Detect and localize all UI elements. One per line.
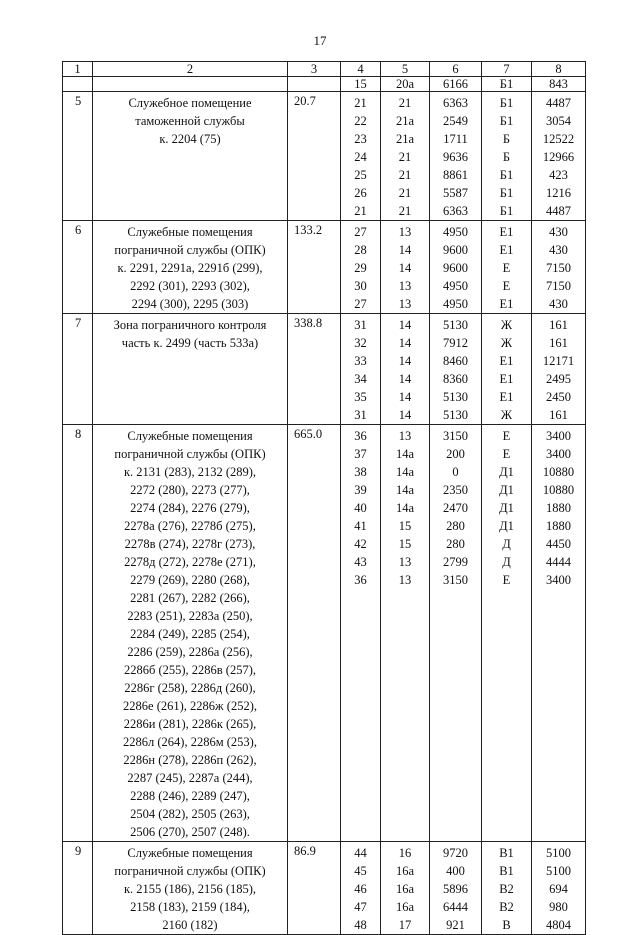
area-value: 86.9: [288, 842, 341, 935]
value-cell: Е: [502, 261, 511, 275]
value-cell: 9720: [443, 846, 468, 860]
value-cell: 0: [452, 465, 459, 479]
area-value: 133.2: [288, 221, 341, 314]
value-cell: Б1: [499, 168, 514, 182]
value-cell: 1880: [546, 519, 571, 533]
description-line: 2504 (282), 2505 (263),: [130, 807, 250, 821]
row-number: 5: [63, 92, 93, 221]
value-cell: 5130: [443, 408, 468, 422]
description-line: пограничной службы (ОПК): [114, 243, 266, 257]
value-cell: 46: [354, 882, 367, 896]
value-cell: 16а: [395, 900, 415, 914]
table-row: [63, 92, 586, 221]
value-column-5: [381, 314, 430, 425]
value-cell: 21: [354, 204, 367, 218]
col-header-8: 8: [532, 62, 586, 77]
value-cell: 4450: [546, 537, 571, 551]
value-cell: 8360: [443, 372, 468, 386]
col-header-1: 1: [63, 62, 93, 77]
description-line: 2274 (284), 2276 (279),: [130, 501, 250, 515]
description-line: пограничной службы (ОПК): [114, 864, 266, 878]
value-cell: 42: [354, 537, 367, 551]
row-number: 8: [63, 425, 93, 842]
value-cell: 26: [354, 186, 367, 200]
value-cell: 430: [549, 225, 568, 239]
value-cell: 400: [446, 864, 465, 878]
col-header-6: 6: [430, 62, 482, 77]
value-cell: Д1: [499, 519, 514, 533]
value-cell: 16: [398, 846, 412, 860]
data-table: [62, 61, 586, 935]
description-line: 2288 (246), 2289 (247),: [130, 789, 250, 803]
value-cell: 4950: [443, 279, 468, 293]
value-cell: 423: [549, 168, 568, 182]
value-column-4: [341, 425, 381, 842]
value-cell: Е1: [499, 297, 514, 311]
value-cell: 5896: [443, 882, 468, 896]
value-cell: 12522: [542, 132, 575, 146]
value-cell: 30: [354, 279, 367, 293]
value-column-4: [341, 314, 381, 425]
value-cell: 12171: [542, 354, 575, 368]
description-line: к. 2204 (75): [159, 132, 221, 146]
value-column-5: [381, 425, 430, 842]
value-cell: 21: [354, 96, 367, 110]
continuation-row: [63, 77, 586, 92]
value-cell: 980: [549, 900, 568, 914]
description-line: 2286и (281), 2286к (265),: [123, 717, 257, 731]
value-column-6: [430, 842, 482, 935]
value-column-6: [430, 425, 482, 842]
value-cell: 6444: [443, 900, 468, 914]
value-cell: 40: [354, 501, 367, 515]
value-cell: 22: [354, 114, 367, 128]
value-cell: В1: [499, 846, 514, 860]
room-description: [93, 314, 288, 425]
value-cell: Д: [502, 537, 511, 551]
value-cell: 7150: [546, 261, 571, 275]
value-cell: 10880: [542, 483, 575, 497]
value-cell: 14: [398, 261, 412, 275]
value-column-5: [381, 221, 430, 314]
value-cell: 161: [549, 336, 568, 350]
cell-c5: 20а: [381, 77, 430, 92]
room-description: [93, 842, 288, 935]
value-cell: Б1: [499, 114, 514, 128]
value-cell: 6363: [443, 96, 468, 110]
value-cell: В: [502, 918, 511, 932]
value-cell: Е: [502, 573, 511, 587]
value-cell: 44: [354, 846, 367, 860]
row-number: 9: [63, 842, 93, 935]
description-line: 2283 (251), 2283а (250),: [127, 609, 253, 623]
value-cell: Ж: [500, 408, 513, 422]
description-line: 2287 (245), 2287а (244),: [127, 771, 253, 785]
value-cell: 6363: [443, 204, 468, 218]
value-cell: Е1: [499, 225, 514, 239]
area-value: 665.0: [288, 425, 341, 842]
description-line: таможенной службы: [135, 114, 245, 128]
col-header-7: 7: [482, 62, 532, 77]
value-cell: 13: [398, 555, 412, 569]
value-cell: Ж: [500, 318, 513, 332]
value-cell: 43: [354, 555, 367, 569]
value-cell: 35: [354, 390, 367, 404]
value-cell: 4487: [546, 204, 571, 218]
area-value: 20.7: [288, 92, 341, 221]
col-header-2: 2: [93, 62, 288, 77]
value-cell: Е1: [499, 372, 514, 386]
value-cell: 3400: [546, 573, 571, 587]
value-cell: 38: [354, 465, 367, 479]
value-cell: 21а: [395, 132, 415, 146]
value-cell: 4950: [443, 225, 468, 239]
value-column-7: [482, 92, 532, 221]
value-cell: 2495: [546, 372, 571, 386]
value-cell: 14а: [395, 465, 415, 479]
value-cell: 17: [398, 918, 412, 932]
value-cell: 21: [398, 150, 412, 164]
value-cell: 9600: [443, 261, 468, 275]
value-cell: Д: [502, 555, 511, 569]
value-cell: Е1: [499, 354, 514, 368]
value-cell: 280: [446, 519, 465, 533]
value-cell: 13: [398, 279, 412, 293]
table-row: [63, 314, 586, 425]
value-column-8: [532, 221, 586, 314]
value-cell: 7150: [546, 279, 571, 293]
value-cell: 32: [354, 336, 367, 350]
value-cell: Б1: [499, 204, 514, 218]
value-cell: 14: [398, 408, 412, 422]
col-header-3: 3: [288, 62, 341, 77]
value-cell: 8861: [443, 168, 468, 182]
value-column-4: [341, 842, 381, 935]
value-cell: 3150: [443, 429, 468, 443]
value-column-8: [532, 425, 586, 842]
value-cell: 14: [398, 354, 412, 368]
value-cell: 3150: [443, 573, 468, 587]
value-column-7: [482, 314, 532, 425]
value-cell: 31: [354, 408, 367, 422]
value-cell: 430: [549, 243, 568, 257]
table-row: [63, 221, 586, 314]
value-cell: 1880: [546, 501, 571, 515]
value-cell: 28: [354, 243, 367, 257]
value-cell: 37: [354, 447, 367, 461]
value-cell: Б: [502, 132, 511, 146]
value-cell: 1216: [546, 186, 571, 200]
value-cell: 13: [398, 225, 412, 239]
description-line: 2160 (182): [162, 918, 218, 932]
description-line: Служебные помещения: [127, 225, 253, 239]
description-line: 2286г (258), 2286д (260),: [124, 681, 256, 695]
value-cell: 2549: [443, 114, 468, 128]
room-description: [93, 221, 288, 314]
value-column-7: [482, 425, 532, 842]
value-cell: 5587: [443, 186, 468, 200]
description-line: 2279 (269), 2280 (268),: [130, 573, 250, 587]
value-cell: Б1: [499, 186, 514, 200]
value-cell: 8460: [443, 354, 468, 368]
value-cell: 13: [398, 573, 412, 587]
value-cell: 21: [398, 96, 412, 110]
value-cell: 41: [354, 519, 367, 533]
description-line: 2286б (255), 2286в (257),: [123, 663, 257, 677]
description-line: Служебные помещения: [127, 846, 253, 860]
value-cell: 10880: [542, 465, 575, 479]
value-cell: 13: [398, 429, 412, 443]
value-cell: 15: [398, 537, 412, 551]
value-column-6: [430, 314, 482, 425]
value-column-6: [430, 92, 482, 221]
page-number: 17: [313, 33, 327, 48]
value-column-7: [482, 221, 532, 314]
value-cell: Е1: [499, 243, 514, 257]
description-line: Зона пограничного контроля: [113, 318, 267, 332]
value-cell: 3400: [546, 447, 571, 461]
description-line: 2158 (183), 2159 (184),: [130, 900, 250, 914]
value-cell: 5130: [443, 318, 468, 332]
table-row: [63, 842, 586, 935]
description-line: Служебное помещение: [128, 96, 252, 110]
value-cell: Д1: [499, 501, 514, 515]
value-column-6: [430, 221, 482, 314]
value-cell: 14: [398, 318, 412, 332]
value-column-8: [532, 314, 586, 425]
value-cell: 5100: [546, 864, 571, 878]
description-line: 2278а (276), 2278б (275),: [124, 519, 256, 533]
value-cell: В2: [499, 900, 514, 914]
value-cell: 3400: [546, 429, 571, 443]
cell-c7: Б1: [482, 77, 532, 92]
value-cell: 45: [354, 864, 367, 878]
description-line: к. 2155 (186), 2156 (185),: [123, 882, 257, 896]
description-line: 2294 (300), 2295 (303): [131, 297, 249, 311]
cell-c4: 15: [341, 77, 381, 92]
value-cell: 47: [354, 900, 367, 914]
value-cell: Б1: [499, 96, 514, 110]
value-cell: 12966: [542, 150, 575, 164]
description-line: 2292 (301), 2293 (302),: [130, 279, 250, 293]
value-cell: 14а: [395, 483, 415, 497]
description-line: 2506 (270), 2507 (248).: [130, 825, 250, 839]
value-cell: 280: [446, 537, 465, 551]
description-line: 2281 (267), 2282 (266),: [130, 591, 250, 605]
value-cell: Е1: [499, 390, 514, 404]
value-cell: 16а: [395, 882, 415, 896]
value-column-4: [341, 92, 381, 221]
value-cell: Ж: [500, 336, 513, 350]
cell-empty: [93, 77, 288, 92]
value-cell: 921: [446, 918, 465, 932]
value-cell: 5130: [443, 390, 468, 404]
value-column-7: [482, 842, 532, 935]
cell-empty: [288, 77, 341, 92]
cell-c6: 6166: [430, 77, 482, 92]
col-header-4: 4: [341, 62, 381, 77]
value-cell: 2350: [443, 483, 468, 497]
row-number: 6: [63, 221, 93, 314]
value-cell: 9600: [443, 243, 468, 257]
value-cell: 2470: [443, 501, 468, 515]
value-cell: 2450: [546, 390, 571, 404]
value-cell: Е: [502, 279, 511, 293]
value-cell: 161: [549, 408, 568, 422]
value-cell: 14: [398, 243, 412, 257]
value-cell: 27: [354, 225, 367, 239]
value-cell: 7912: [443, 336, 468, 350]
description-line: 2286л (264), 2286м (253),: [123, 735, 257, 749]
value-cell: 34: [354, 372, 367, 386]
value-cell: Д1: [499, 465, 514, 479]
value-cell: 21а: [395, 114, 415, 128]
room-description: [93, 92, 288, 221]
value-cell: 2799: [443, 555, 468, 569]
value-cell: 13: [398, 297, 412, 311]
area-value: 338.8: [288, 314, 341, 425]
cell-c8: 843: [532, 77, 586, 92]
value-cell: 4444: [546, 555, 571, 569]
value-cell: 4950: [443, 297, 468, 311]
value-cell: Е: [502, 429, 511, 443]
value-cell: 14а: [395, 447, 415, 461]
value-column-5: [381, 92, 430, 221]
description-line: 2284 (249), 2285 (254),: [130, 627, 250, 641]
value-cell: 25: [354, 168, 367, 182]
value-cell: 36: [354, 429, 367, 443]
value-cell: 430: [549, 297, 568, 311]
value-cell: 3054: [546, 114, 571, 128]
value-cell: 24: [354, 150, 367, 164]
value-cell: 1711: [443, 132, 468, 146]
header-row: [63, 62, 586, 77]
value-cell: 4804: [546, 918, 571, 932]
value-cell: 15: [398, 519, 412, 533]
room-description: [93, 425, 288, 842]
value-cell: В2: [499, 882, 514, 896]
description-line: 2286е (261), 2286ж (252),: [123, 699, 257, 713]
value-cell: 9636: [443, 150, 468, 164]
value-cell: 4487: [546, 96, 571, 110]
value-cell: Б: [502, 150, 511, 164]
value-column-4: [341, 221, 381, 314]
value-cell: 14: [398, 336, 412, 350]
description-line: 2286 (259), 2286а (256),: [127, 645, 253, 659]
value-cell: 694: [549, 882, 568, 896]
value-cell: 33: [354, 354, 367, 368]
value-cell: 21: [398, 168, 412, 182]
table-row: [63, 425, 586, 842]
description-line: к. 2291, 2291а, 2291б (299),: [117, 261, 263, 275]
value-cell: 14: [398, 390, 412, 404]
cell-empty: [63, 77, 93, 92]
value-cell: 48: [354, 918, 367, 932]
row-number: 7: [63, 314, 93, 425]
value-cell: 36: [354, 573, 367, 587]
value-cell: 23: [354, 132, 367, 146]
value-cell: Д1: [499, 483, 514, 497]
value-cell: 39: [354, 483, 367, 497]
description-line: пограничной службы (ОПК): [114, 447, 266, 461]
description-line: 2278д (272), 2278е (271),: [124, 555, 256, 569]
value-cell: 29: [354, 261, 367, 275]
value-cell: 27: [354, 297, 367, 311]
value-cell: Е: [502, 447, 511, 461]
description-line: 2286н (278), 2286п (262),: [123, 753, 257, 767]
value-cell: 31: [354, 318, 367, 332]
value-cell: 200: [446, 447, 465, 461]
value-cell: 14а: [395, 501, 415, 515]
value-cell: 14: [398, 372, 412, 386]
description-line: 2278в (274), 2278г (273),: [124, 537, 256, 551]
value-column-8: [532, 842, 586, 935]
value-cell: 21: [398, 186, 412, 200]
value-cell: В1: [499, 864, 514, 878]
description-line: Служебные помещения: [127, 429, 253, 443]
value-column-8: [532, 92, 586, 221]
value-column-5: [381, 842, 430, 935]
value-cell: 5100: [546, 846, 571, 860]
value-cell: 16а: [395, 864, 415, 878]
value-cell: 161: [549, 318, 568, 332]
description-line: к. 2131 (283), 2132 (289),: [123, 465, 257, 479]
col-header-5: 5: [381, 62, 430, 77]
description-line: часть к. 2499 (часть 533а): [121, 336, 259, 350]
description-line: 2272 (280), 2273 (277),: [130, 483, 250, 497]
value-cell: 21: [398, 204, 412, 218]
